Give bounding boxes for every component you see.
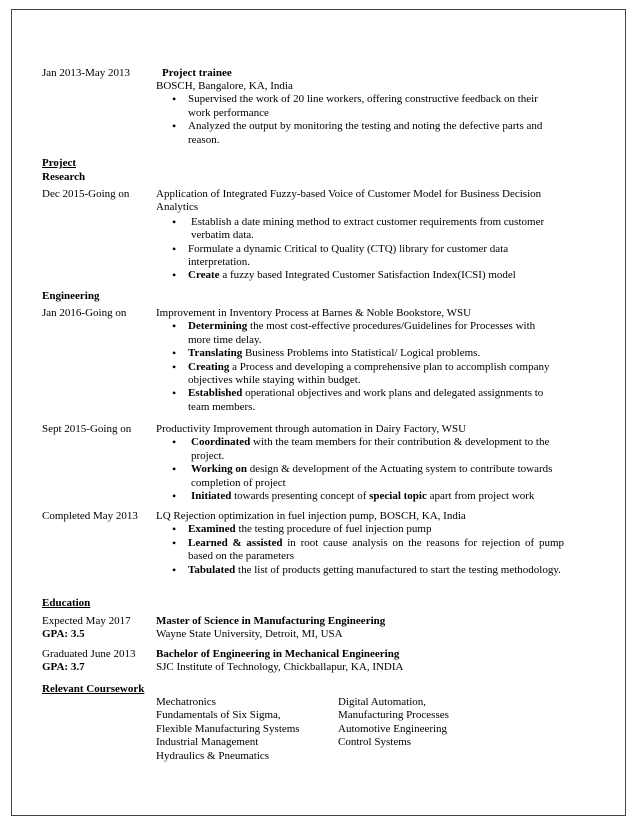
list-item: Manufacturing Processes xyxy=(338,709,449,722)
eng-project-date: Jan 2016-Going on xyxy=(42,307,127,319)
bullet-bold: Initiated xyxy=(191,490,232,503)
education-entry xyxy=(156,648,403,675)
trainee-title-text: Project trainee xyxy=(162,67,232,79)
education-school: SJC Institute of Technology, Chickballapur, KA, INDIA xyxy=(156,661,404,674)
research-heading: Research xyxy=(42,171,86,183)
engineering-heading: Engineering xyxy=(42,290,100,302)
eng-project-bullets xyxy=(156,320,560,414)
eng-project-bullets xyxy=(156,436,560,503)
bullet-text: the testing procedure of fuel injection pump xyxy=(235,523,432,536)
bullet-text: towards presenting concept of xyxy=(231,490,370,503)
trainee-title xyxy=(162,67,232,80)
list-item xyxy=(156,269,564,282)
coursework-column-2 xyxy=(338,696,449,750)
bullet-text: apart from project work xyxy=(426,490,535,503)
list-item xyxy=(156,490,560,503)
list-item xyxy=(156,243,564,270)
bullet-bold: Learned & assisted xyxy=(188,536,283,549)
list-item: Flexible Manufacturing Systems xyxy=(156,722,300,735)
list-item: Mechatronics xyxy=(156,696,216,708)
list-item: Hydraulics & Pneumatics xyxy=(156,749,270,762)
education-date: Expected May 2017 xyxy=(42,615,131,627)
bullet-bold: Creating xyxy=(188,360,230,373)
project-heading: Project xyxy=(42,157,76,169)
bullet-text: with the team members for their contribution & development to the project. xyxy=(191,436,550,462)
eng-project-date: Completed May 2013 xyxy=(42,510,138,522)
education-school: Wayne State University, Detroit, MI, USA xyxy=(156,628,343,641)
bullet-bold: special topic xyxy=(369,490,427,503)
bullet-bold: Coordinated xyxy=(191,436,251,449)
eng-project xyxy=(156,307,560,414)
trainee-body xyxy=(156,80,560,147)
bullet-bold: Working on xyxy=(191,463,247,476)
list-item: Fundamentals of Six Sigma, xyxy=(156,709,281,722)
eng-project-title: LQ Rejection optimization in fuel injection pump, BOSCH, KA, India xyxy=(156,510,466,522)
eng-project-title: Improvement in Inventory Process at Barnes & Noble Bookstore, WSU xyxy=(156,307,472,319)
bullet-text: Establish a date mining method to extract customer requirements from customer verbatim data. xyxy=(191,215,545,242)
education-degree: Master of Science in Manufacturing Engineering xyxy=(156,615,386,627)
list-item xyxy=(156,320,560,347)
bullet-bold: Create xyxy=(188,269,220,282)
list-item xyxy=(156,537,564,564)
list-item: Industrial Management xyxy=(156,736,259,749)
eng-project-date: Sept 2015-Going on xyxy=(42,423,132,435)
trainee-date: Jan 2013-May 2013 xyxy=(42,67,130,79)
list-item xyxy=(156,463,560,490)
trainee-company: BOSCH, Bangalore, KA, India xyxy=(156,80,293,92)
bullet-text: design & development of the Actuating system to contribute towards completion of project xyxy=(191,463,553,489)
list-item xyxy=(156,216,564,243)
education-entry xyxy=(156,615,385,642)
list-item xyxy=(156,564,564,577)
list-item: • Analyzed the output by monitoring the testing and noting the defective parts and reason. xyxy=(156,120,560,147)
bullet-bold: Determining xyxy=(188,320,248,333)
list-item xyxy=(156,361,560,388)
bullet-text: a fuzzy based Integrated Customer Satisfaction Index(ICSI) model xyxy=(219,269,516,282)
list-item: Digital Automation, xyxy=(338,696,426,708)
bullet-bold: Tabulated xyxy=(188,563,236,576)
eng-project-title: Productivity Improvement through automation in Dairy Factory, WSU xyxy=(156,423,467,435)
research-bullets xyxy=(156,216,564,283)
bullet-text: the most cost-effective procedures/Guidelines for Processes with more time delay. xyxy=(188,320,536,346)
bullet-text: Formulate a dynamic Critical to Quality (CTQ) library for customer data interpretation. xyxy=(188,242,509,269)
coursework-column-1 xyxy=(156,696,300,763)
bullet-text: the list of products getting manufactured to start the testing methodology. xyxy=(235,563,561,576)
list-item: Control Systems xyxy=(338,736,412,749)
eng-project xyxy=(156,510,564,577)
bullet-bold: Established xyxy=(188,387,243,400)
eng-project-bullets xyxy=(156,523,564,577)
list-item xyxy=(156,436,560,463)
list-item xyxy=(156,347,560,360)
education-date: Graduated June 2013 xyxy=(42,648,136,660)
bullet-text: a Process and developing a comprehensive plan to accomplish company objectives while staying within budget. xyxy=(188,360,550,387)
bullet-bold: Translating xyxy=(188,347,243,360)
list-item xyxy=(156,523,564,536)
list-item xyxy=(156,387,560,414)
trainee-bullets xyxy=(156,93,560,147)
list-item: Automotive Engineering xyxy=(338,722,448,735)
eng-project xyxy=(156,423,560,503)
education-degree: Bachelor of Engineering in Mechanical Engineering xyxy=(156,648,400,660)
education-heading: Education xyxy=(42,597,91,609)
list-item: • Supervised the work of 20 line workers, offering constructive feedback on their work performance xyxy=(156,93,560,120)
research-title: Application of Integrated Fuzzy-based Voice of Customer Model for Business Decision Analytics xyxy=(156,188,542,214)
coursework-heading: Relevant Coursework xyxy=(42,683,145,695)
education-gpa: GPA: 3.7 xyxy=(42,661,85,673)
bullet-bold: Examined xyxy=(188,523,236,536)
bullet-text: operational objectives and work plans and delegated assignments to team members. xyxy=(188,387,544,413)
bullet-text: in root cause analysis on the reasons for rejection of pump based on the parameters xyxy=(188,536,564,563)
bullet-text: Business Problems into Statistical/ Logical problems. xyxy=(242,347,481,360)
research-body xyxy=(156,188,564,283)
research-date: Dec 2015-Going on xyxy=(42,188,130,200)
education-gpa: GPA: 3.5 xyxy=(42,628,85,640)
